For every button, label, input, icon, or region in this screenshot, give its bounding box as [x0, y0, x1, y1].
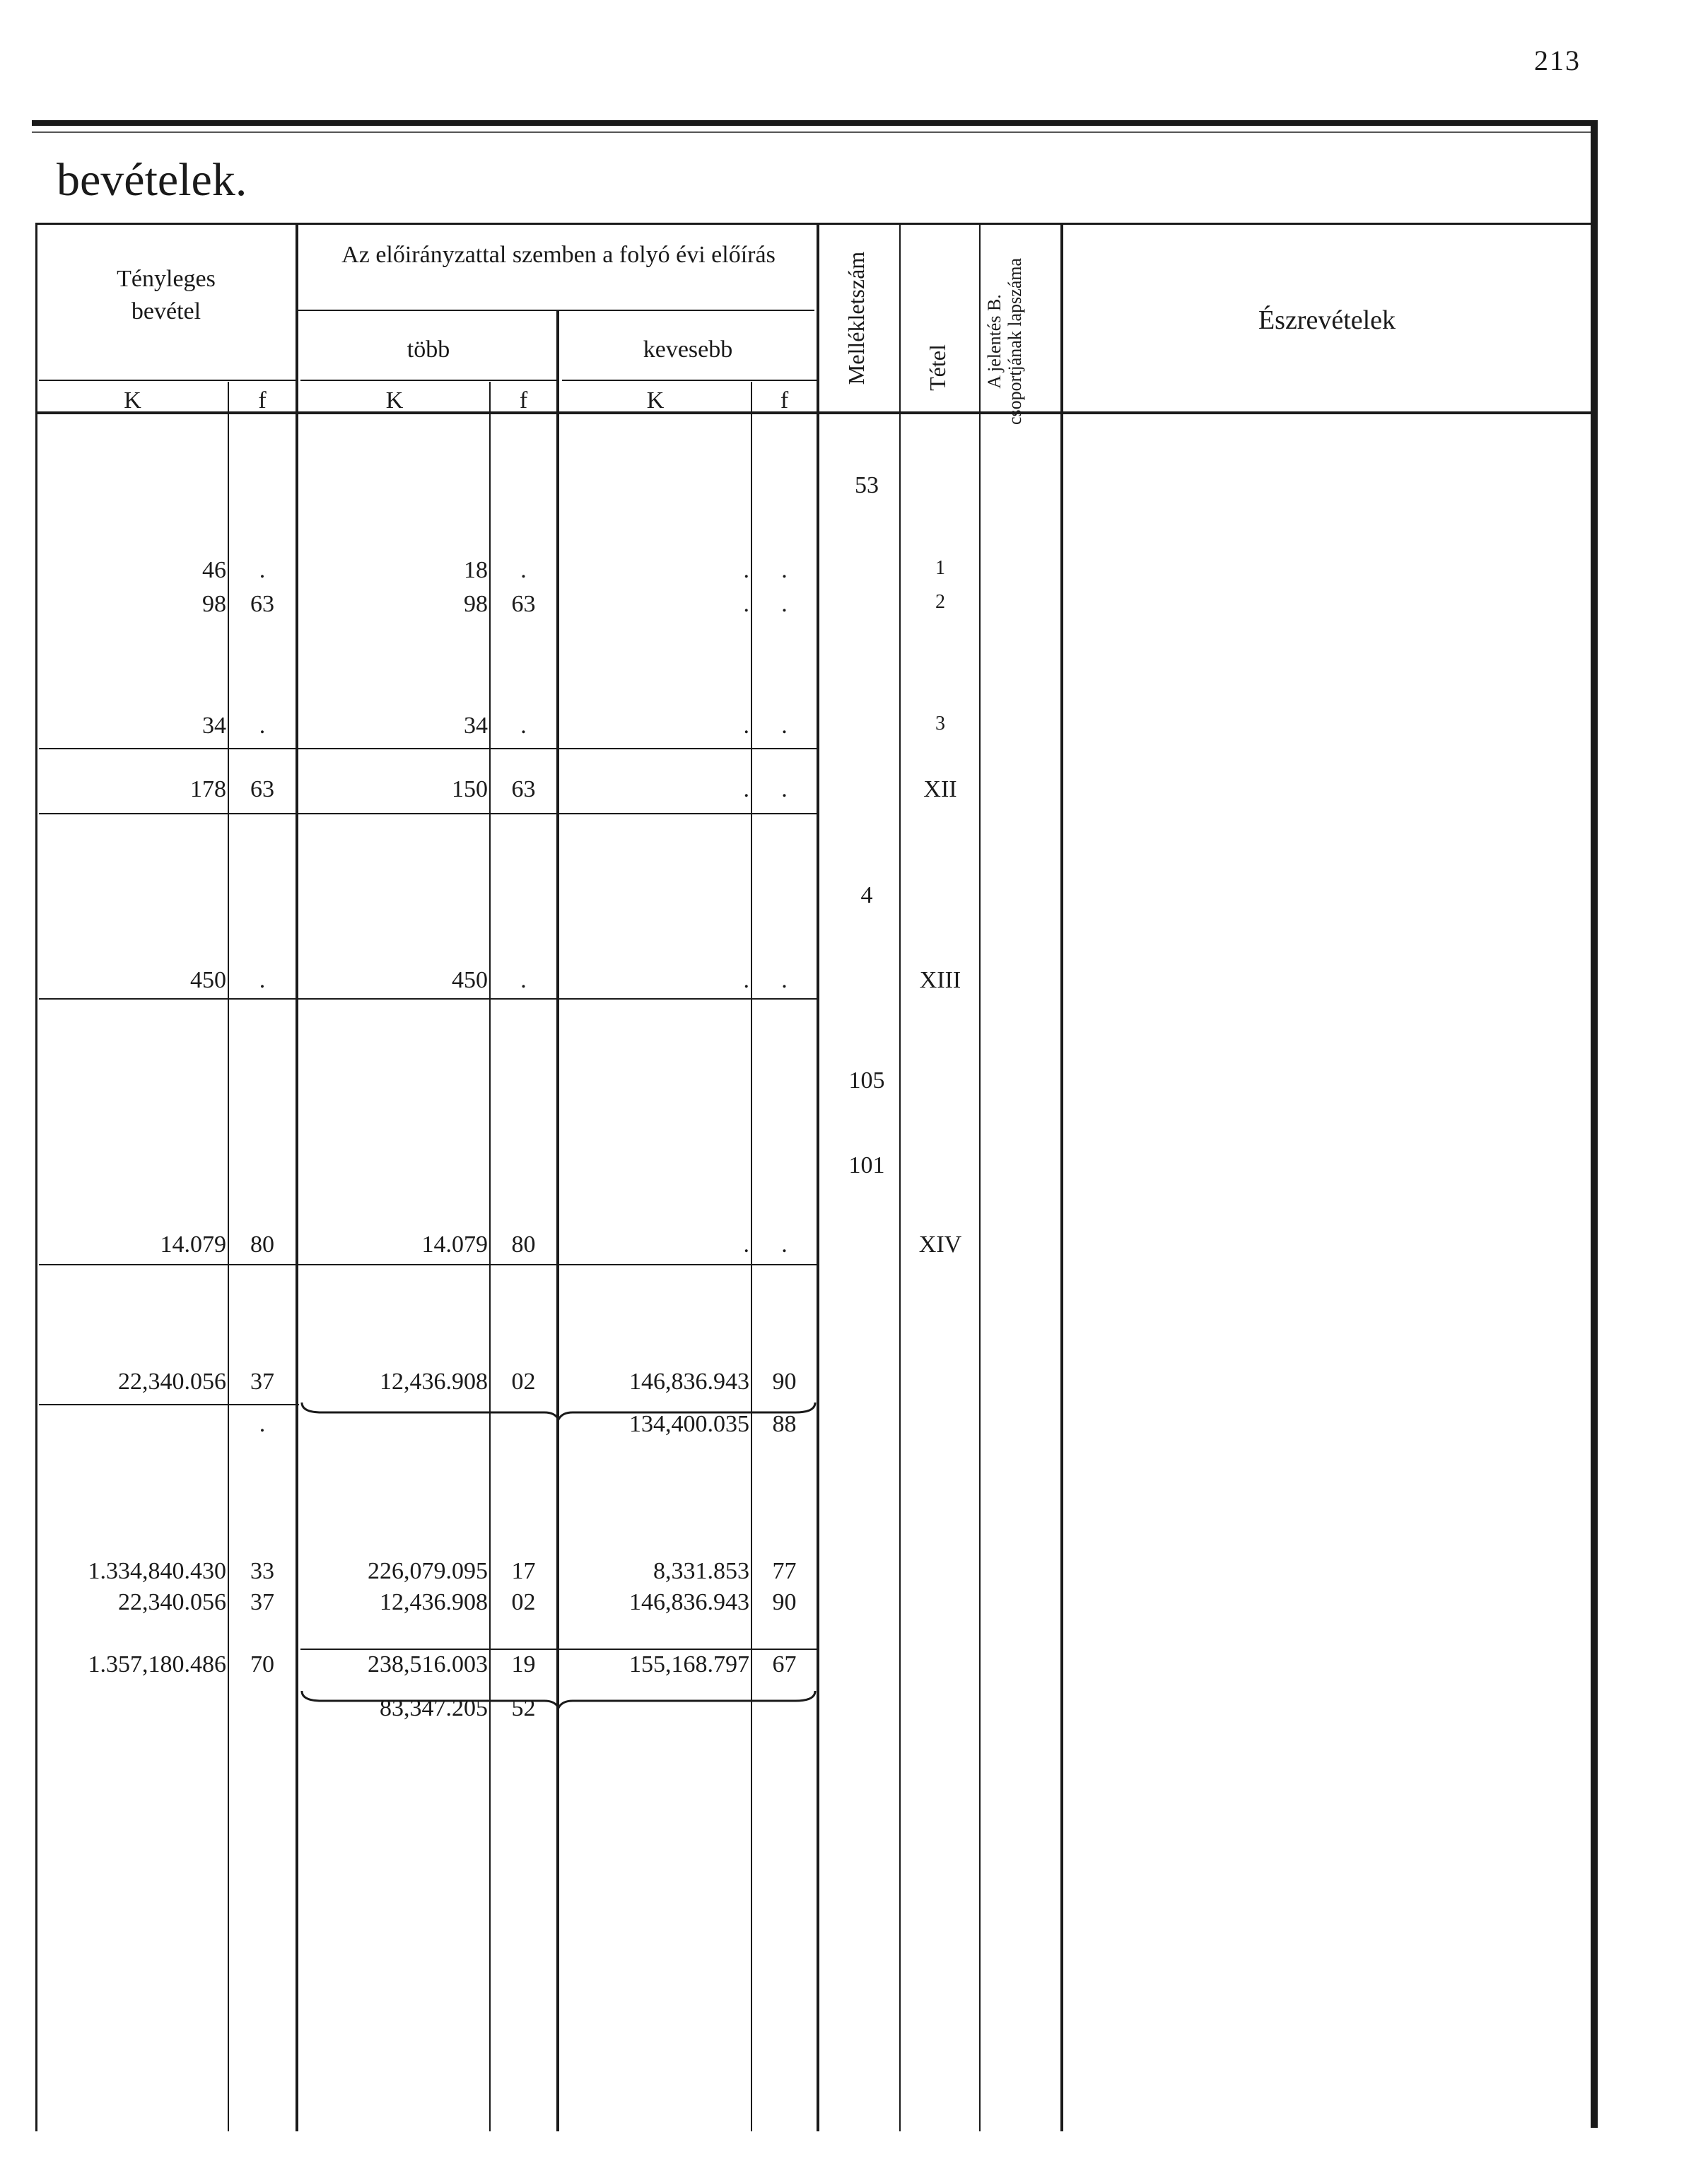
cell-melleklet-r-101: 101 — [848, 1152, 885, 1178]
cell-kev-f-r-2: . — [781, 591, 788, 617]
cell-kev-k-r-xii: . — [743, 776, 749, 802]
kf-rule-teny — [39, 380, 297, 381]
header-teny-k: K — [124, 387, 141, 414]
cell-teny-k-r-xiii: 450 — [190, 967, 226, 993]
row-rule-before-total — [300, 1649, 817, 1650]
cell-tobb-k-r-total: 238,516.003 — [368, 1651, 488, 1678]
cell-teny-f-r-xiii: . — [259, 967, 266, 993]
cell-tobb-f-r-b: 02 — [511, 1589, 536, 1615]
kf-rule-tobb — [300, 380, 558, 381]
cell-teny-f-r-xii: 63 — [250, 776, 274, 802]
header-tetel: Tétel — [925, 344, 950, 391]
right-page-border — [1591, 120, 1598, 2128]
cell-tobb-f-r-sum1: 02 — [511, 1369, 536, 1395]
cell-teny-k-r-total: 1.357,180.486 — [88, 1651, 226, 1678]
cell-tetel-r-2: 2 — [935, 591, 945, 613]
cell-tobb-f-r-xiv: 80 — [511, 1231, 536, 1258]
cell-teny-f-r-sum1: 37 — [250, 1369, 274, 1395]
header-tenyleges-bevetel: Tényleges bevétel — [117, 266, 216, 324]
cell-tetel-r-xiv: XIV — [918, 1231, 962, 1258]
header-tobb: több — [406, 336, 450, 363]
cell-teny-f-r-diff1: . — [259, 1411, 266, 1437]
cell-kev-f-r-xiii: . — [781, 967, 788, 993]
header-jelentes-lap: A jelentés B. csoportjának lapszáma — [984, 257, 1025, 426]
cell-tobb-f-r-xiii: . — [520, 967, 527, 993]
top-rule-thin — [32, 131, 1594, 133]
cell-tobb-k-r-2: 98 — [464, 591, 488, 617]
cell-melleklet-r-4: 4 — [860, 882, 873, 908]
cell-teny-f-r-b: 37 — [250, 1589, 274, 1615]
cell-teny-k-r-2: 98 — [202, 591, 226, 617]
cell-tobb-k-r-sum1: 12,436.908 — [380, 1369, 488, 1395]
cell-tetel-r-3: 3 — [935, 713, 945, 734]
page-number: 213 — [1534, 45, 1581, 76]
cell-tobb-f-r-a: 17 — [511, 1558, 536, 1584]
cell-kev-f-r-a: 77 — [772, 1558, 797, 1584]
header-kevesebb: kevesebb — [643, 336, 733, 363]
cell-tobb-k-r-3: 34 — [464, 713, 488, 739]
cell-teny-k-r-xiv: 14.079 — [160, 1231, 226, 1258]
top-rule-thick — [32, 120, 1594, 126]
cell-kev-f-r-diff1: 88 — [772, 1411, 797, 1437]
table-top-rule — [35, 223, 1591, 225]
cell-tobb-k-r-diff2: 83,347.205 — [380, 1695, 488, 1721]
brace-lower — [300, 1688, 817, 1709]
cell-tobb-k-r-a: 226,079.095 — [368, 1558, 488, 1584]
cell-kev-f-r-total: 67 — [772, 1651, 797, 1678]
cell-kev-k-r-diff1: 134,400.035 — [629, 1411, 749, 1437]
cell-kev-k-r-sum1: 146,836.943 — [629, 1369, 749, 1395]
cell-teny-f-r-3: . — [259, 713, 266, 739]
cell-kev-k-r-a: 8,331.853 — [653, 1558, 749, 1584]
cell-tobb-f-r-xii: 63 — [511, 776, 536, 802]
cell-kev-f-r-1: . — [781, 557, 788, 583]
col-melleklet-right — [899, 223, 901, 2131]
cell-kev-k-r-xiii: . — [743, 967, 749, 993]
row-rule-after-xiv — [39, 1264, 817, 1265]
cell-tobb-k-r-xiii: 450 — [452, 967, 488, 993]
col-tetel-right — [979, 223, 981, 2131]
cell-teny-k-r-1: 46 — [202, 557, 226, 583]
cell-tobb-k-r-1: 18 — [464, 557, 488, 583]
cell-tobb-f-r-diff2: 52 — [511, 1695, 536, 1721]
header-teny-f: f — [258, 387, 267, 414]
header-eloirany-group: Az előirányzattal szemben a folyó évi előírás — [341, 242, 776, 268]
header-eszrevetelek: Észrevételek — [1258, 305, 1396, 335]
col-teny-right — [296, 223, 298, 2131]
cell-tobb-f-r-2: 63 — [511, 591, 536, 617]
page-title: bevételek. — [57, 154, 247, 206]
col-lap-right — [1060, 223, 1063, 2131]
cell-kev-f-r-xii: . — [781, 776, 788, 802]
cell-teny-f-r-1: . — [259, 557, 266, 583]
row-rule-after-xiii — [39, 998, 817, 1000]
kf-rule-kev — [562, 380, 817, 381]
cell-teny-k-r-xii: 178 — [190, 776, 226, 802]
cell-kev-k-r-2: . — [743, 591, 749, 617]
cell-teny-f-r-2: 63 — [250, 591, 274, 617]
header-tobb-k: K — [385, 387, 404, 414]
cell-teny-k-r-a: 1.334,840.430 — [88, 1558, 226, 1584]
cell-tetel-r-1: 1 — [935, 557, 945, 579]
cell-tobb-k-r-b: 12,436.908 — [380, 1589, 488, 1615]
header-kev-f: f — [780, 387, 789, 414]
cell-kev-f-r-xiv: . — [781, 1231, 788, 1258]
cell-tobb-f-r-total: 19 — [511, 1651, 536, 1678]
cell-tobb-k-r-xii: 150 — [452, 776, 488, 802]
cell-melleklet-r-105: 105 — [848, 1067, 885, 1094]
cell-kev-k-r-1: . — [743, 557, 749, 583]
cell-tetel-r-xiii: XIII — [919, 967, 961, 993]
cell-tobb-f-r-3: . — [520, 713, 527, 739]
cell-tobb-f-r-1: . — [520, 557, 527, 583]
header-mellekletszam: Mellékletszám — [843, 251, 869, 385]
cell-teny-f-r-xiv: 80 — [250, 1231, 274, 1258]
row-rule-after-sum1 — [39, 1404, 299, 1405]
cell-kev-k-r-xiv: . — [743, 1231, 749, 1258]
cell-kev-f-r-b: 90 — [772, 1589, 797, 1615]
cell-teny-k-r-sum1: 22,340.056 — [118, 1369, 226, 1395]
cell-teny-k-r-b: 22,340.056 — [118, 1589, 226, 1615]
cell-kev-k-r-3: . — [743, 713, 749, 739]
cell-tetel-r-xii: XII — [923, 776, 957, 802]
row-rule-after-xii — [39, 813, 817, 814]
col-kev-right — [817, 223, 819, 2131]
cell-kev-k-r-total: 155,168.797 — [629, 1651, 749, 1678]
col-left-border — [35, 223, 37, 2131]
cell-teny-f-r-total: 70 — [250, 1651, 274, 1678]
cell-kev-k-r-b: 146,836.943 — [629, 1589, 749, 1615]
cell-kev-f-r-sum1: 90 — [772, 1369, 797, 1395]
cell-melleklet-r-53: 53 — [855, 472, 879, 498]
cell-tobb-k-r-xiv: 14.079 — [421, 1231, 488, 1258]
header-tobb-f: f — [519, 387, 528, 414]
header-kev-k: K — [646, 387, 665, 414]
cell-kev-f-r-3: . — [781, 713, 788, 739]
row-rule-after-3 — [39, 748, 817, 749]
cell-teny-k-r-3: 34 — [202, 713, 226, 739]
col-tobb-right — [556, 311, 559, 2131]
cell-teny-f-r-a: 33 — [250, 1558, 274, 1584]
